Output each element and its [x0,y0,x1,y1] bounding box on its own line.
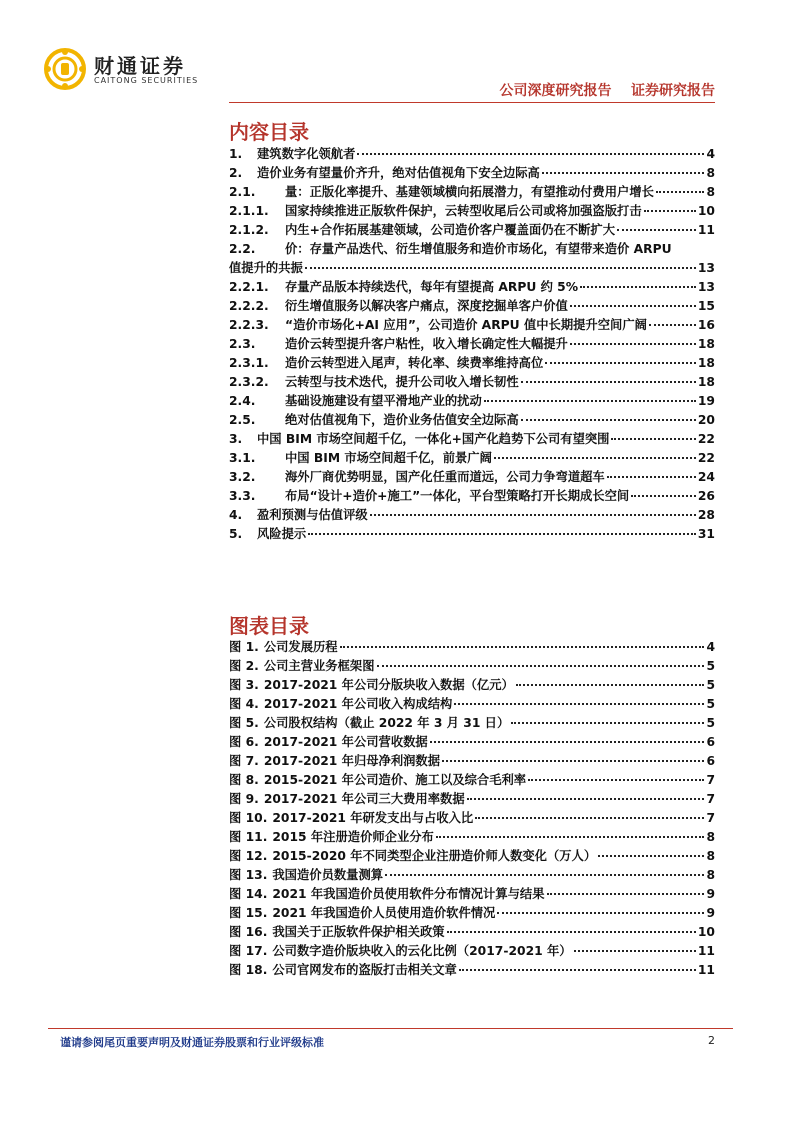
entry-number: 2.3.1. [229,356,269,370]
entry-page: 7 [706,773,715,787]
entry-number: 图 8. [229,773,259,787]
entry-title: 造价云转型提升客户粘性，收入增长确定性大幅提升 [285,337,568,351]
entry-title: 国家持续推进正版软件保护，云转型收尾后公司或将加强盗版打击 [285,204,642,218]
dot-leader [370,514,696,516]
toc-entry[interactable] [229,656,715,675]
entry-number: 图 2. [229,659,259,673]
entry-number: 3.1. [229,451,256,465]
entry-number: 图 10. [229,811,268,825]
dot-leader [436,836,705,838]
entry-title: 造价云转型进入尾声，转化率、续费率维持高位 [285,356,544,370]
entry-page: 5 [706,678,715,692]
toc-entry[interactable] [229,884,715,903]
dot-leader [484,400,696,402]
toc-entry[interactable] [229,429,715,448]
toc-entry[interactable] [229,732,715,751]
entry-title: 2017-2021 年公司收入构成结构 [263,697,453,711]
dot-leader [574,950,696,952]
entry-number: 图 7. [229,754,259,768]
entry-title: 基础设施建设有望平滑地产业的扰动 [285,394,482,408]
dot-leader [340,646,705,648]
entry-title: 2017-2021 年公司营收数据 [263,735,428,749]
toc-entry[interactable] [229,713,715,732]
brand-name-cn: 财通证券 [94,54,186,78]
dot-leader [447,931,696,933]
entry-page: 4 [706,640,715,654]
toc-entry[interactable] [229,220,715,239]
entry-page: 7 [706,792,715,806]
dot-leader [611,438,695,440]
dot-leader [644,210,696,212]
entry-page: 18 [697,356,715,370]
dot-leader [570,343,696,345]
entry-page: 31 [697,527,715,541]
entry-number: 2.1. [229,185,256,199]
toc-entry[interactable] [229,296,715,315]
entry-number: 图 1. [229,640,259,654]
toc-entry[interactable] [229,239,715,277]
dot-leader [467,798,705,800]
entry-title: 我国关于正版软件保护相关政策 [272,925,445,939]
entry-page: 26 [697,489,715,503]
dot-leader [521,419,696,421]
entry-title: 公司数字造价版块收入的云化比例（2017-2021 年） [272,944,572,958]
dot-leader [528,779,704,781]
dot-leader [475,817,704,819]
entry-title: 云转型与技术迭代，提升公司收入增长韧性 [285,375,519,389]
toc-entry[interactable] [229,315,715,334]
dot-leader [521,381,696,383]
entry-page: 5 [706,716,715,730]
entry-page: 18 [697,337,715,351]
dot-leader [430,741,705,743]
entry-title: 中国 BIM 市场空间超千亿，前景广阔 [285,451,492,465]
entry-page: 18 [697,375,715,389]
dot-leader [305,267,696,269]
entry-title: 2021 年我国造价员使用软件分布情况计算与结果 [272,887,545,901]
dot-leader [547,893,705,895]
toc-entry[interactable] [229,941,715,960]
entry-page: 8 [706,849,715,863]
entry-number: 图 13. [229,868,268,882]
toc-entry[interactable] [229,182,715,201]
toc-entry[interactable] [229,960,715,979]
entry-page: 24 [697,470,715,484]
entry-page: 20 [697,413,715,427]
dot-leader [511,722,704,724]
toc-entry[interactable] [229,353,715,372]
entry-title: 2021 年我国造价人员使用造价软件情况 [272,906,496,920]
entry-page: 11 [697,944,715,958]
entry-number: 2.3. [229,337,256,351]
dot-leader [649,324,696,326]
entry-title: “造价市场化+AI 应用”，公司造价 ARPU 值中长期提升空间广阔 [285,318,647,332]
entry-page: 5 [706,659,715,673]
entry-page: 6 [706,735,715,749]
dot-leader [377,665,705,667]
dot-leader [459,969,696,971]
entry-number: 2.4. [229,394,256,408]
toc-entry[interactable] [229,675,715,694]
report-type: 公司深度研究报告 证券研究报告 [499,83,715,99]
entry-page: 5 [706,697,715,711]
entry-title: 量：正版化率提升、基建领域横向拓展潜力，有望推动付费用户增长 [285,185,654,199]
entry-title: 公司主营业务框架图 [263,659,375,673]
entry-title: 公司发展历程 [263,640,338,654]
toc-entry[interactable] [229,391,715,410]
toc-entry[interactable] [229,277,715,296]
toc-entry[interactable] [229,789,715,808]
entry-page: 9 [706,906,715,920]
toc-entry[interactable] [229,524,715,543]
dot-leader [385,874,704,876]
toc-entry[interactable] [229,770,715,789]
entry-title: 2017-2021 年公司分版块收入数据（亿元） [263,678,514,692]
list-of-figures [229,637,715,979]
entry-number: 图 11. [229,830,268,844]
dot-leader [494,457,696,459]
entry-title: 绝对估值视角下，造价业务估值安全边际高 [285,413,519,427]
header-divider [229,102,715,103]
dot-leader [545,362,696,364]
entry-number: 图 16. [229,925,268,939]
entry-number: 2.2. [229,242,256,256]
entry-number: 图 5. [229,716,259,730]
entry-title: 2017-2021 年归母净利润数据 [263,754,441,768]
toc-entry[interactable] [229,144,715,163]
entry-number: 2.1.2. [229,223,269,237]
entry-number: 2.3.2. [229,375,269,389]
entry-number: 2.1.1. [229,204,269,218]
entry-page: 10 [697,925,715,939]
toc-entry[interactable] [229,467,715,486]
entry-title: 2015 年注册造价师企业分布 [272,830,434,844]
toc-entry[interactable] [229,694,715,713]
dot-leader [442,760,704,762]
entry-number: 2.2.3. [229,318,269,332]
entry-page: 22 [697,432,715,446]
dot-leader [497,912,704,914]
entry-title: 2015-2020 年不同类型企业注册造价师人数变化（万人） [272,849,597,863]
company-logo [44,46,234,96]
entry-number: 4. [229,508,243,522]
entry-number: 2.2.1. [229,280,269,294]
entry-title: 2017-2021 年研发支出与占收入比 [272,811,474,825]
dot-leader [542,172,705,174]
entry-page: 19 [697,394,715,408]
entry-title-cont: 值提升的共振 [229,261,303,275]
entry-number: 图 14. [229,887,268,901]
entry-page: 22 [697,451,715,465]
table-of-contents [229,144,715,543]
figures-title: 图表目录 [229,614,309,638]
entry-page: 10 [697,204,715,218]
toc-entry[interactable] [229,372,715,391]
entry-number: 图 9. [229,792,259,806]
toc-title: 内容目录 [229,120,309,144]
entry-page: 8 [706,830,715,844]
entry-number: 1. [229,147,243,161]
toc-entry[interactable] [229,334,715,353]
entry-number: 图 4. [229,697,259,711]
entry-number: 图 17. [229,944,268,958]
toc-entry[interactable] [229,637,715,656]
entry-page: 8 [706,868,715,882]
toc-entry[interactable] [229,751,715,770]
entry-number: 2. [229,166,243,180]
entry-title: 海外厂商优势明显，国产化任重而道远，公司力争弯道超车 [285,470,605,484]
entry-title: 布局“设计+造价+施工”一体化，平台型策略打开长期成长空间 [285,489,630,503]
entry-page: 13 [697,261,715,275]
dot-leader [617,229,696,231]
dot-leader [516,684,705,686]
caitong-logo-icon [44,48,86,90]
entry-title: 建筑数字化领航者 [257,147,356,161]
dot-leader [656,191,705,193]
entry-page: 8 [706,166,715,180]
toc-entry[interactable] [229,163,715,182]
entry-number: 图 6. [229,735,259,749]
entry-number: 图 15. [229,906,268,920]
entry-number: 2.2.2. [229,299,269,313]
entry-page: 9 [706,887,715,901]
entry-page: 6 [706,754,715,768]
entry-title: 价：存量产品迭代、衍生增值服务和造价市场化，有望带来造价 ARPU [285,242,672,256]
toc-entry[interactable] [229,922,715,941]
dot-leader [308,533,696,535]
dot-leader [598,855,704,857]
toc-entry[interactable] [229,903,715,922]
entry-title: 中国 BIM 市场空间超千亿，一体化+国产化趋势下公司有望突围 [257,432,610,446]
entry-number: 2.5. [229,413,256,427]
entry-page: 15 [697,299,715,313]
entry-page: 7 [706,811,715,825]
toc-entry[interactable] [229,201,715,220]
brand-name-en: CAITONG SECURITIES [94,76,199,85]
footer-disclaimer[interactable]: 谨请参阅尾页重要声明及财通证券股票和行业评级标准 [60,1036,324,1049]
entry-title: 2015-2021 年公司造价、施工以及综合毛利率 [263,773,527,787]
entry-title: 内生+合作拓展基建领域，公司造价客户覆盖面仍在不断扩大 [285,223,616,237]
toc-entry[interactable] [229,410,715,429]
entry-number: 5. [229,527,243,541]
toc-entry[interactable] [229,808,715,827]
entry-title: 公司股权结构（截止 2022 年 3 月 31 日） [263,716,510,730]
entry-title: 我国造价员数量测算 [272,868,384,882]
entry-page: 11 [697,963,715,977]
toc-entry[interactable] [229,448,715,467]
toc-entry[interactable] [229,827,715,846]
entry-number: 3. [229,432,243,446]
page-number: 2 [708,1034,715,1047]
entry-number: 图 3. [229,678,259,692]
dot-leader [607,476,696,478]
entry-number: 图 12. [229,849,268,863]
entry-title: 盈利预测与估值评级 [257,508,368,522]
dot-leader [357,153,704,155]
entry-page: 28 [697,508,715,522]
entry-page: 16 [697,318,715,332]
entry-number: 3.2. [229,470,256,484]
entry-title: 2017-2021 年公司三大费用率数据 [263,792,465,806]
entry-number: 图 18. [229,963,268,977]
toc-entry[interactable] [229,486,715,505]
entry-title: 风险提示 [257,527,307,541]
entry-title: 公司官网发布的盗版打击相关文章 [272,963,457,977]
footer-divider [48,1028,733,1029]
entry-title: 衍生增值服务以解决客户痛点，深度挖掘单客户价值 [285,299,568,313]
dot-leader [570,305,696,307]
toc-entry[interactable] [229,846,715,865]
entry-page: 11 [697,223,715,237]
toc-entry[interactable] [229,865,715,884]
dot-leader [454,703,704,705]
dot-leader [580,286,696,288]
dot-leader [631,495,696,497]
entry-page: 13 [697,280,715,294]
entry-page: 8 [706,185,715,199]
entry-title: 存量产品版本持续迭代，每年有望提高 ARPU 约 5% [285,280,579,294]
entry-title: 造价业务有望量价齐升，绝对估值视角下安全边际高 [257,166,540,180]
entry-number: 3.3. [229,489,256,503]
entry-page: 4 [706,147,715,161]
toc-entry[interactable] [229,505,715,524]
